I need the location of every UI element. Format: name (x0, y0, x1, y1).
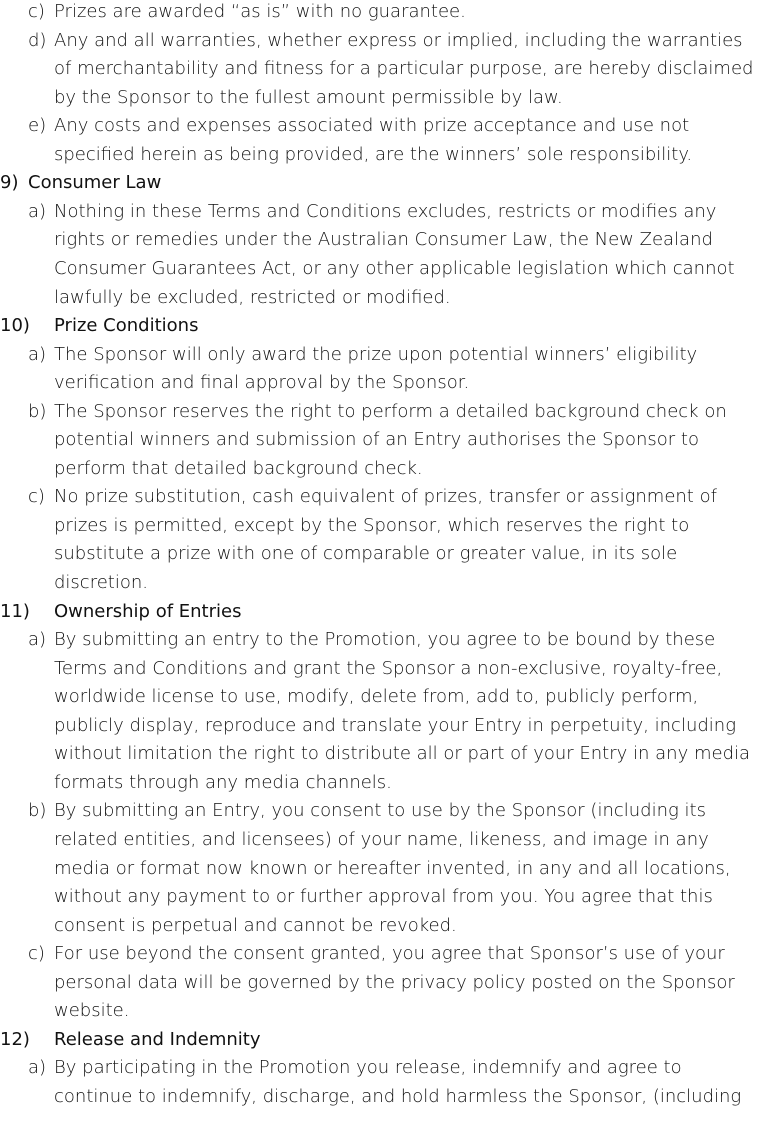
list-item-text: Terms and Conditions and grant the Sponsor a non-exclusive, royalty-free, (54, 657, 723, 679)
section-number: 9) (0, 172, 19, 194)
list-item-label: a) (28, 629, 47, 651)
list-item-label: e) (28, 115, 47, 137)
list-item-text: publicly display, reproduce and translate your Entry in perpetuity, including (54, 714, 736, 736)
list-item-label: a) (28, 1057, 47, 1079)
list-item-text: Nothing in these Terms and Conditions excludes, restricts or modifies any (54, 200, 717, 222)
list-item-text: Any costs and expenses associated with prize acceptance and use not (54, 115, 690, 137)
section-number: 11) (0, 600, 30, 622)
section-title: Prize Conditions (54, 315, 199, 337)
list-item-text: by the Sponsor to the fullest amount permissible by law. (54, 86, 563, 108)
list-item-text: website. (54, 1000, 130, 1022)
list-item-text: of merchantability and fitness for a particular purpose, are hereby disclaimed (54, 58, 754, 80)
list-item-label: a) (28, 200, 47, 222)
list-item-label: b) (28, 800, 47, 822)
list-item-text: without any payment to or further approval from you. You agree that this (54, 886, 713, 908)
list-item-text: Prizes are awarded “as is” with no guarantee. (54, 1, 466, 22)
list-item-text: perform that detailed background check. (54, 457, 423, 479)
list-item-label: c) (28, 943, 45, 965)
list-item-text: consent is perpetual and cannot be revoked. (54, 914, 457, 936)
section-number: 12) (0, 1028, 30, 1050)
list-item-text: potential winners and submission of an Entry authorises the Sponsor to (54, 429, 699, 451)
list-item-text: worldwide license to use, modify, delete from, add to, publicly perform, (54, 686, 699, 708)
list-item-text: related entities, and licensees) of your name, likeness, and image in any (54, 828, 709, 850)
list-item-text: discretion. (54, 572, 148, 593)
list-item-label: a) (28, 343, 47, 365)
list-item-text: specified herein as being provided, are the winners’ sole responsibility. (54, 143, 693, 165)
list-item-text: The Sponsor will only award the prize upon potential winners’ eligibility (54, 343, 698, 365)
list-item-label: c) (28, 1, 45, 22)
list-item-text: lawfully be excluded, restricted or modified. (54, 286, 451, 308)
list-item-text: By participating in the Promotion you release, indemnify and agree to (54, 1057, 682, 1079)
list-item-text: rights or remedies under the Australian Consumer Law, the New Zealand (54, 229, 713, 251)
list-item-text: Consumer Guarantees Act, or any other applicable legislation which cannot (54, 257, 735, 279)
list-item-text: For use beyond the consent granted, you agree that Sponsor’s use of your (54, 943, 725, 965)
section-title: Ownership of Entries (54, 600, 242, 622)
list-item-text: personal data will be governed by the privacy policy posted on the Sponsor (54, 971, 735, 993)
list-item-text: By submitting an entry to the Promotion, you agree to be bound by these (54, 629, 716, 651)
list-item-text: substitute a prize with one of comparable or greater value, in its sole (54, 543, 678, 565)
list-item-text: No prize substitution, cash equivalent of prizes, transfer or assignment of (54, 486, 717, 508)
list-item-text: prizes is permitted, except by the Sponsor, which reserves the right to (54, 514, 690, 536)
list-item-label: c) (28, 486, 45, 508)
list-item-text: continue to indemnify, discharge, and hold harmless the Sponsor, (including (54, 1085, 742, 1107)
list-item-text: media or format now known or hereafter invented, in any and all locations, (54, 857, 731, 879)
section-number: 10) (0, 315, 30, 337)
section-title: Release and Indemnity (54, 1028, 261, 1050)
list-item-text: formats through any media channels. (54, 771, 392, 793)
list-item-text: verification and final approval by the Sponsor. (54, 372, 470, 394)
list-item-label: b) (28, 400, 47, 422)
list-item-label: d) (28, 29, 47, 51)
list-item-text: By submitting an Entry, you consent to use by the Sponsor (including its (54, 800, 706, 822)
list-item-text: The Sponsor reserves the right to perform a detailed background check on (54, 400, 727, 422)
list-item-text: without limitation the right to distribute all or part of your Entry in any media (54, 743, 751, 765)
section-title: Consumer Law (28, 172, 162, 194)
list-item-text: Any and all warranties, whether express or implied, including the warranties (54, 29, 743, 51)
